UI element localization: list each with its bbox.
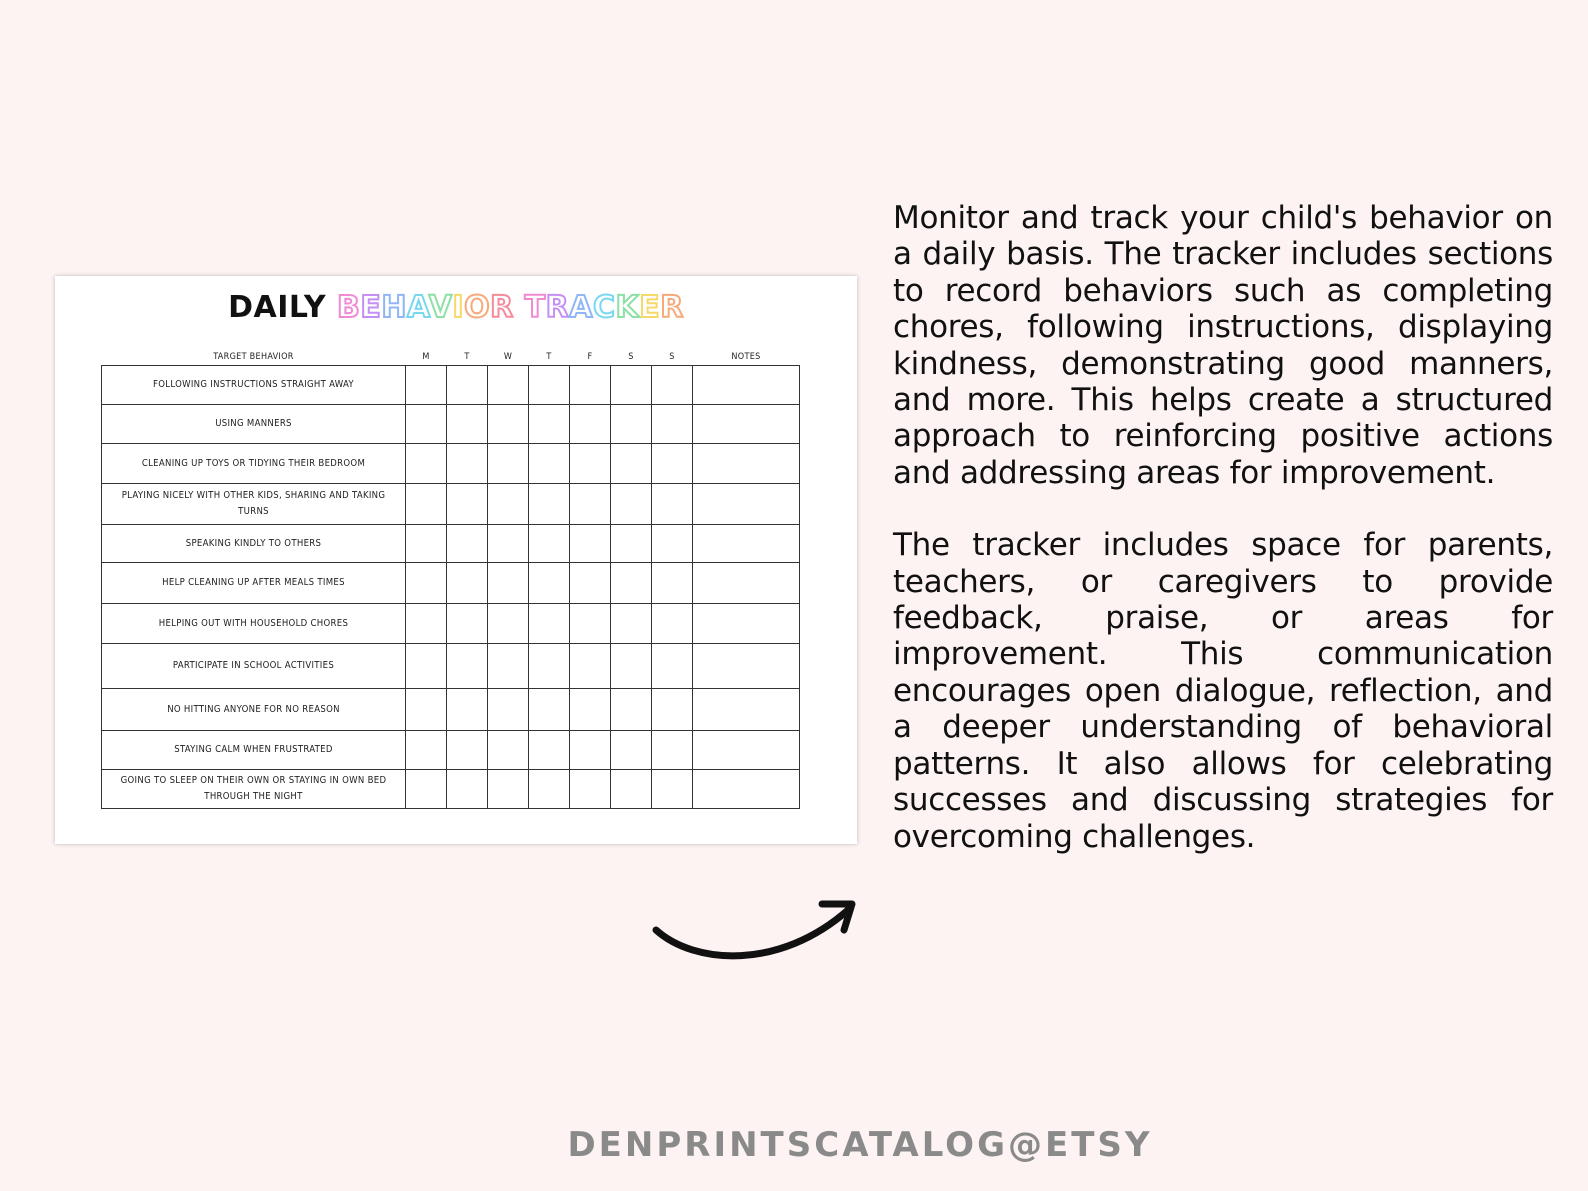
tracker-title-behavior: BEHAVIOR: [337, 290, 514, 325]
day-checkbox-cell[interactable]: [652, 604, 693, 644]
table-row: [102, 405, 800, 444]
day-checkbox-cell[interactable]: [406, 484, 447, 525]
notes-cell[interactable]: [693, 770, 800, 809]
day-checkbox-cell[interactable]: [529, 525, 570, 563]
day-checkbox-cell[interactable]: [529, 644, 570, 689]
day-checkbox-cell[interactable]: [406, 525, 447, 563]
day-checkbox-cell[interactable]: [570, 689, 611, 731]
notes-cell[interactable]: [693, 604, 800, 644]
behavior-cell: HELP CLEANING UP AFTER MEALS TIMES: [102, 563, 406, 604]
notes-cell[interactable]: [693, 731, 800, 770]
day-checkbox-cell[interactable]: [488, 366, 529, 405]
header-day-sat: S: [628, 352, 634, 362]
behavior-cell: FOLLOWING INSTRUCTIONS STRAIGHT AWAY: [102, 366, 406, 405]
day-checkbox-cell[interactable]: [611, 563, 652, 604]
table-row: [102, 563, 800, 604]
day-checkbox-cell[interactable]: [570, 644, 611, 689]
notes-cell[interactable]: [693, 525, 800, 563]
notes-cell[interactable]: [693, 563, 800, 604]
day-checkbox-cell[interactable]: [447, 525, 488, 563]
day-checkbox-cell[interactable]: [488, 525, 529, 563]
day-checkbox-cell[interactable]: [406, 563, 447, 604]
behavior-cell: NO HITTING ANYONE FOR NO REASON: [102, 689, 406, 731]
tracker-title: [55, 290, 857, 325]
day-checkbox-cell[interactable]: [447, 484, 488, 525]
day-checkbox-cell[interactable]: [406, 405, 447, 444]
behavior-cell: USING MANNERS: [102, 405, 406, 444]
notes-cell[interactable]: [693, 405, 800, 444]
day-checkbox-cell[interactable]: [652, 405, 693, 444]
tracker-title-daily: DAILY: [228, 290, 327, 325]
day-checkbox-cell[interactable]: [488, 770, 529, 809]
day-checkbox-cell[interactable]: [447, 405, 488, 444]
table-row: [102, 444, 800, 484]
header-day-wed: W: [503, 352, 513, 362]
table-row: [102, 366, 800, 405]
day-checkbox-cell[interactable]: [447, 604, 488, 644]
day-checkbox-cell[interactable]: [570, 525, 611, 563]
header-notes: NOTES: [731, 352, 761, 362]
day-checkbox-cell[interactable]: [570, 444, 611, 484]
header-day-mon: M: [422, 352, 430, 362]
day-checkbox-cell[interactable]: [447, 366, 488, 405]
day-checkbox-cell[interactable]: [406, 366, 447, 405]
description-paragraph-1: Monitor and track your child's behavior on a daily basis. The tracker includes sections to record behaviors such as completing chores, following instructions, displaying kindness, demonstrating good manners, and more. This helps create a structured approach to reinforcing positive actions and addressing areas for improvement.: [893, 200, 1553, 491]
tracker-table: [101, 346, 800, 809]
day-checkbox-cell[interactable]: [406, 770, 447, 809]
notes-cell[interactable]: [693, 689, 800, 731]
day-checkbox-cell[interactable]: [406, 731, 447, 770]
notes-cell[interactable]: [693, 484, 800, 525]
day-checkbox-cell[interactable]: [652, 525, 693, 563]
day-checkbox-cell[interactable]: [529, 366, 570, 405]
day-checkbox-cell[interactable]: [611, 644, 652, 689]
day-checkbox-cell[interactable]: [529, 405, 570, 444]
header-day-thu: T: [546, 352, 552, 362]
day-checkbox-cell[interactable]: [611, 770, 652, 809]
day-checkbox-cell[interactable]: [570, 604, 611, 644]
header-day-sun: S: [669, 352, 675, 362]
day-checkbox-cell[interactable]: [488, 444, 529, 484]
table-row: [102, 604, 800, 644]
tracker-title-tracker: TRACKER: [524, 290, 684, 325]
day-checkbox-cell[interactable]: [488, 484, 529, 525]
behavior-cell: SPEAKING KINDLY TO OTHERS: [102, 525, 406, 563]
day-checkbox-cell[interactable]: [570, 770, 611, 809]
day-checkbox-cell[interactable]: [652, 444, 693, 484]
day-checkbox-cell[interactable]: [652, 366, 693, 405]
day-checkbox-cell[interactable]: [529, 484, 570, 525]
day-checkbox-cell[interactable]: [570, 731, 611, 770]
day-checkbox-cell[interactable]: [529, 731, 570, 770]
day-checkbox-cell[interactable]: [611, 525, 652, 563]
table-row: [102, 731, 800, 770]
day-checkbox-cell[interactable]: [570, 563, 611, 604]
day-checkbox-cell[interactable]: [529, 563, 570, 604]
day-checkbox-cell[interactable]: [570, 405, 611, 444]
description-paragraph-2: The tracker includes space for parents, teachers, or caregivers to provide feedback, praise, or areas for improvement. This communication encourages open dialogue, reflection, and a deeper understanding of behavioral patterns. It also allows for celebrating successes and discussing strategies for overcoming challenges.: [893, 527, 1553, 855]
tracker-header-row: [102, 346, 800, 366]
table-row: [102, 484, 800, 525]
day-checkbox-cell[interactable]: [611, 484, 652, 525]
behavior-cell: PLAYING NICELY WITH OTHER KIDS, SHARING AND TAKING TURNS: [102, 484, 406, 525]
notes-cell[interactable]: [693, 644, 800, 689]
day-checkbox-cell[interactable]: [447, 644, 488, 689]
day-checkbox-cell[interactable]: [652, 484, 693, 525]
description: [893, 200, 1553, 855]
day-checkbox-cell[interactable]: [652, 731, 693, 770]
header-day-fri: F: [587, 352, 593, 362]
behavior-tracker-sheet: [55, 276, 857, 844]
day-checkbox-cell[interactable]: [611, 731, 652, 770]
day-checkbox-cell[interactable]: [447, 563, 488, 604]
day-checkbox-cell[interactable]: [406, 644, 447, 689]
day-checkbox-cell[interactable]: [488, 731, 529, 770]
day-checkbox-cell[interactable]: [447, 770, 488, 809]
day-checkbox-cell[interactable]: [611, 366, 652, 405]
day-checkbox-cell[interactable]: [488, 604, 529, 644]
day-checkbox-cell[interactable]: [488, 563, 529, 604]
behavior-cell: HELPING OUT WITH HOUSEHOLD CHORES: [102, 604, 406, 644]
day-checkbox-cell[interactable]: [529, 604, 570, 644]
tracker-body: [102, 366, 800, 809]
notes-cell[interactable]: [693, 366, 800, 405]
behavior-cell: CLEANING UP TOYS OR TIDYING THEIR BEDROOM: [102, 444, 406, 484]
behavior-cell: STAYING CALM WHEN FRUSTRATED: [102, 731, 406, 770]
header-day-tue: T: [464, 352, 470, 362]
day-checkbox-cell[interactable]: [529, 444, 570, 484]
header-target-behavior: TARGET BEHAVIOR: [213, 352, 294, 362]
day-checkbox-cell[interactable]: [652, 563, 693, 604]
day-checkbox-cell[interactable]: [570, 484, 611, 525]
day-checkbox-cell[interactable]: [406, 604, 447, 644]
curved-arrow-icon: [650, 890, 870, 980]
table-row: [102, 689, 800, 731]
table-row: [102, 525, 800, 563]
day-checkbox-cell[interactable]: [652, 770, 693, 809]
day-checkbox-cell[interactable]: [406, 689, 447, 731]
day-checkbox-cell[interactable]: [488, 689, 529, 731]
table-row: [102, 644, 800, 689]
day-checkbox-cell[interactable]: [611, 604, 652, 644]
day-checkbox-cell[interactable]: [611, 689, 652, 731]
day-checkbox-cell[interactable]: [652, 689, 693, 731]
behavior-cell: GOING TO SLEEP ON THEIR OWN OR STAYING IN OWN BED THROUGH THE NIGHT: [102, 770, 406, 809]
behavior-cell: PARTICIPATE IN SCHOOL ACTIVITIES: [102, 644, 406, 689]
notes-cell[interactable]: [693, 444, 800, 484]
table-row: [102, 770, 800, 809]
day-checkbox-cell[interactable]: [488, 644, 529, 689]
day-checkbox-cell[interactable]: [611, 444, 652, 484]
day-checkbox-cell[interactable]: [488, 405, 529, 444]
day-checkbox-cell[interactable]: [529, 689, 570, 731]
day-checkbox-cell[interactable]: [611, 405, 652, 444]
day-checkbox-cell[interactable]: [406, 444, 447, 484]
day-checkbox-cell[interactable]: [447, 731, 488, 770]
footer-shop-handle: DENPRINTSCATALOG@ETSY: [567, 1125, 1153, 1165]
day-checkbox-cell[interactable]: [447, 444, 488, 484]
day-checkbox-cell[interactable]: [570, 366, 611, 405]
day-checkbox-cell[interactable]: [529, 770, 570, 809]
day-checkbox-cell[interactable]: [652, 644, 693, 689]
day-checkbox-cell[interactable]: [447, 689, 488, 731]
